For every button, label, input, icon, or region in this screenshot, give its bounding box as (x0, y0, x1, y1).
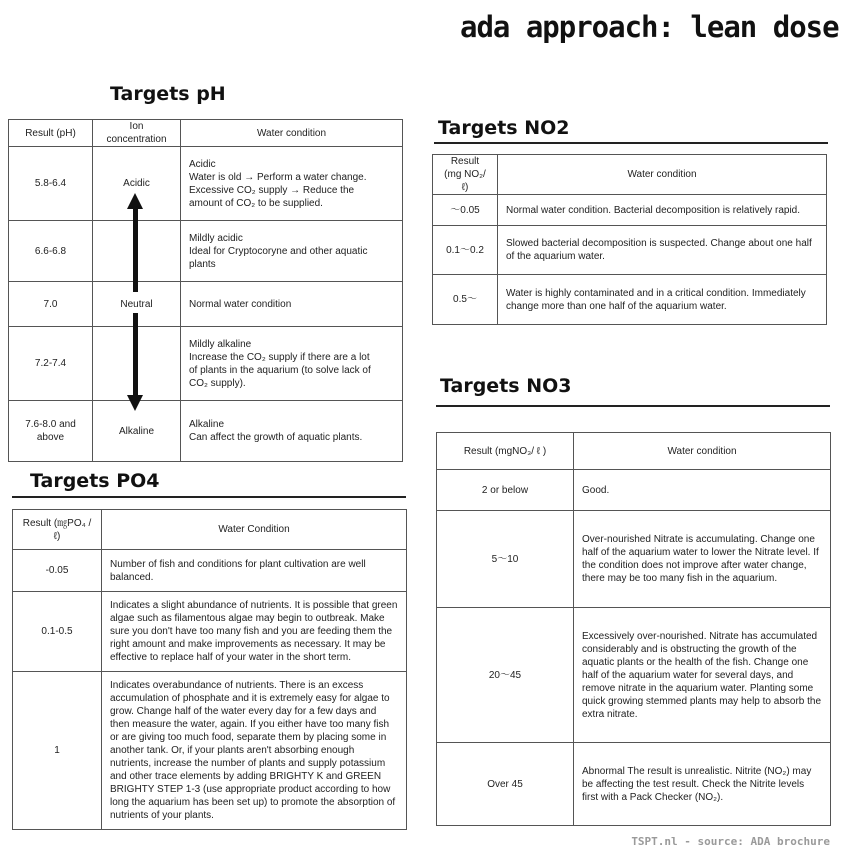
table-row (9, 282, 403, 327)
ph-condition-line: Ideal for Cryptocoryne and other aquatic (189, 245, 368, 257)
no2-result: 0.5～ (433, 275, 498, 325)
no3-result: 5～10 (437, 511, 574, 608)
ph-condition-line: Excessive CO₂ supply → Reduce the (189, 184, 355, 196)
po4-condition: Number of fish and conditions for plant cultivation are well balanced. (102, 550, 407, 592)
ph-condition-line: Water is old → Perform a water change. (189, 171, 367, 183)
ph-result: 6.6-6.8 (9, 221, 93, 282)
po4-title-rule (12, 496, 406, 498)
po4-header-condition: Water Condition (102, 510, 407, 550)
ph-condition-line: of plants in the aquarium (to solve lack of (189, 364, 371, 376)
po4-table (12, 509, 407, 830)
no3-section-title: Targets NO3 (440, 375, 572, 397)
no3-condition: Over-nourished Nitrate is accumulating. Change one half of the aquarium water to lower the Nitrate level. If the condition does not improve after water change, there may be too many fish in the aquarium. (574, 511, 831, 608)
table-row (13, 550, 407, 592)
no3-header-result: Result (mgNO₃/ ℓ ) (437, 433, 574, 470)
table-row (13, 672, 407, 830)
table-row (437, 608, 831, 743)
no3-condition: Excessively over-nourished. Nitrate has accumulated considerably and is obstructing the growth of the aquatic plants or the health of the fish. Change one half of the aquarium water for several days, and remove nitrate in the aquarium water. Planting some quick growing stemmed plants may help to absorb the extra nitrate. (574, 608, 831, 743)
no3-result: Over 45 (437, 743, 574, 826)
table-row (437, 511, 831, 608)
ph-condition (181, 401, 403, 462)
no2-result: 0.1～0.2 (433, 226, 498, 275)
no2-section-title: Targets NO2 (438, 117, 570, 139)
no2-title-rule (434, 142, 828, 144)
ph-header-result: Result (pH) (9, 120, 93, 147)
table-row (437, 743, 831, 826)
ph-condition-line: Alkaline (189, 419, 225, 430)
arrow-down-line (133, 313, 138, 397)
ph-result: 5.8-6.4 (9, 147, 93, 221)
table-row (437, 470, 831, 511)
arrow-up-icon (127, 193, 143, 209)
po4-condition: Indicates a slight abundance of nutrients. It is possible that green algae such as filamentous algae may begin to outbreak. Make sure you don't have too many fish and you are feeding them the right amount and make improvements as necessary. It may be effective to replace half of your water in the short term. (102, 592, 407, 672)
ph-header-condition: Water condition (181, 120, 403, 147)
arrow-down-icon (127, 395, 143, 411)
ph-condition (181, 221, 403, 282)
source-footer: TSPT.nl - source: ADA brochure (631, 835, 830, 848)
table-row (9, 327, 403, 401)
no2-header-result: Result (mg NO₂/ℓ) (433, 155, 498, 195)
po4-result: 0.1-0.5 (13, 592, 102, 672)
no3-title-rule (436, 405, 830, 407)
ph-header-ion: Ion concentration (93, 120, 181, 147)
no3-result: 2 or below (437, 470, 574, 511)
arrow-up-line (133, 208, 138, 292)
ph-condition-line: Can affect the growth of aquatic plants. (189, 432, 363, 443)
table-row (9, 147, 403, 221)
no3-result: 20～45 (437, 608, 574, 743)
ph-result: 7.2-7.4 (9, 327, 93, 401)
table-row (9, 221, 403, 282)
no2-table (432, 154, 827, 325)
no2-condition: Normal water condition. Bacterial decomposition is relatively rapid. (498, 195, 827, 226)
table-row (13, 592, 407, 672)
ph-condition-line: Mildly alkaline (189, 338, 252, 350)
ph-condition-line: CO₂ supply). (189, 377, 246, 389)
po4-section-title: Targets PO4 (30, 470, 160, 492)
ph-condition (181, 147, 403, 221)
ph-ion: Neutral (93, 282, 181, 327)
no2-condition: Slowed bacterial decomposition is suspected. Change about one half of the aquarium water. (498, 226, 827, 275)
ph-condition-line: amount of CO₂ to be supplied. (189, 197, 323, 209)
ph-ion: Acidic (93, 147, 181, 221)
table-row (433, 275, 827, 325)
ph-condition (181, 327, 403, 401)
no2-condition: Water is highly contaminated and in a critical condition. Immediately change more than one half of the aquarium water. (498, 275, 827, 325)
ph-condition-line: Increase the CO₂ supply if there are a lot (189, 351, 370, 363)
table-row (433, 195, 827, 226)
po4-header-result: Result (㎎PO₄ / ℓ) (13, 510, 102, 550)
ph-result: 7.6-8.0 and above (9, 401, 93, 462)
no3-condition: Good. (574, 470, 831, 511)
table-row (9, 401, 403, 462)
no3-header-condition: Water condition (574, 433, 831, 470)
ph-condition-line: Acidic (189, 158, 216, 170)
po4-result: 1 (13, 672, 102, 830)
no3-condition: Abnormal The result is unrealistic. Nitrite (NO₂) may be affecting the test result. Check the Nitrite levels first with a Pack Checker (NO₂). (574, 743, 831, 826)
ph-section-title: Targets pH (110, 83, 226, 105)
no2-result: ～0.05 (433, 195, 498, 226)
ph-result: 7.0 (9, 282, 93, 327)
ph-condition-line: Mildly acidic (189, 232, 243, 244)
po4-condition: Indicates overabundance of nutrients. There is an excess accumulation of phosphate and it is extremely easy for algae to grow. Change half of the water every day for a few days and then measure the water, again. If you either have too many fish or are giving too much food, separate them by placing some in another tank. Or, if your plants aren't absorbing enough nutrients, increase the number of plants and supply potassium and other trace elements by adding BRIGHTY K and GREEN BRIGHTY STEP 1-3 (use appropriate product according to how long the aquarium has been set up) to promote the absorption of nutrients of your plants. (102, 672, 407, 830)
ph-condition-line: Normal water condition (189, 298, 292, 310)
table-row (433, 226, 827, 275)
po4-result: -0.05 (13, 550, 102, 592)
ph-table (8, 119, 403, 462)
ph-condition (181, 282, 403, 327)
no2-header-condition: Water condition (498, 155, 827, 195)
no3-table (436, 432, 831, 826)
ph-condition-line: plants (189, 258, 216, 270)
page-title: ada approach: lean dose (460, 10, 839, 44)
ph-ion: Alkaline (93, 401, 181, 462)
